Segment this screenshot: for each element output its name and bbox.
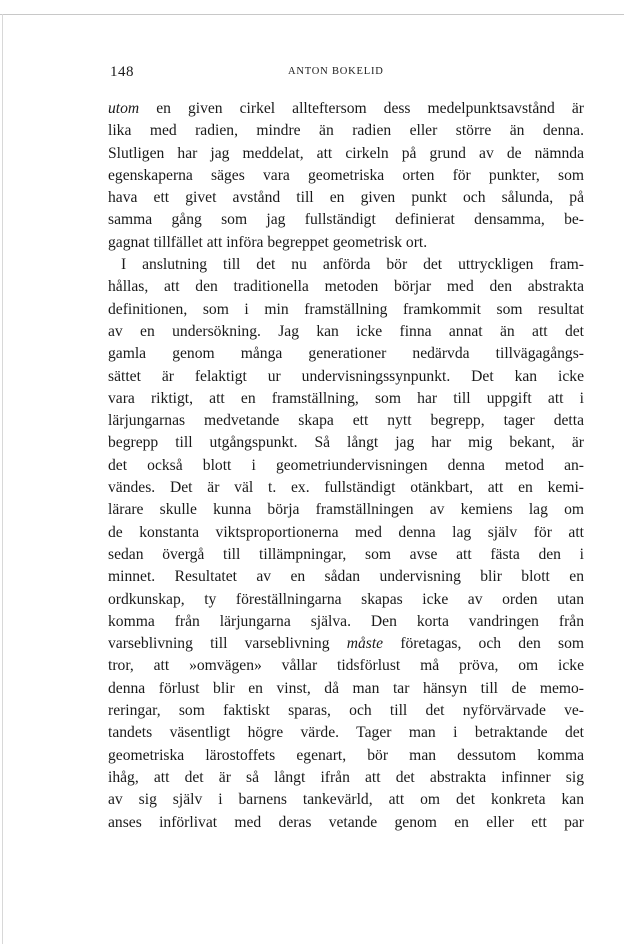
page-header bbox=[110, 64, 584, 84]
text-run: komma från lärjungarna själva. Den korta vandringen från bbox=[108, 612, 584, 630]
text-line bbox=[108, 745, 584, 767]
text-line bbox=[108, 410, 584, 432]
text-line bbox=[108, 232, 584, 254]
left-scan-edge bbox=[2, 14, 3, 944]
text-line bbox=[108, 722, 584, 744]
text-line bbox=[108, 120, 584, 142]
text-run: av en undersökning. Jag kan icke finna annat än att det bbox=[108, 322, 584, 340]
text-run: tandets väsentligt högre värde. Tager man i betraktande det bbox=[108, 724, 584, 742]
text-line bbox=[108, 209, 584, 231]
text-run: gamla genom många generationer nedärvda tillvägagångs- bbox=[108, 345, 584, 363]
text-line bbox=[108, 343, 584, 365]
text-run: vara riktigt, att en framställning, som har till uppgift att i bbox=[108, 389, 584, 407]
text-run: en given cirkel allteftersom dess medelpunktsavstånd är bbox=[139, 100, 584, 117]
running-head: ANTON BOKELID bbox=[288, 66, 384, 77]
text-line bbox=[108, 366, 584, 388]
text-run: Slutligen har jag meddelat, att cirkeln på grund av de nämnda bbox=[108, 144, 584, 162]
text-line bbox=[108, 589, 584, 611]
text-run: I anslutning till det nu anförda bör det uttryckligen fram- bbox=[121, 256, 584, 274]
text-line bbox=[108, 455, 584, 477]
text-line bbox=[108, 633, 584, 655]
text-line bbox=[108, 499, 584, 521]
text-run: tror, att »omvägen» vållar tidsförlust må pröva, om icke bbox=[108, 657, 584, 675]
text-run: ordkunskap, ty föreställningarna skapas icke av orden utan bbox=[108, 590, 584, 608]
text-run: sättet är felaktigt ur undervisningssynpunkt. Det kan icke bbox=[108, 367, 584, 385]
text-run: ihåg, att det är så långt ifrån att det abstrakta infinner sig bbox=[108, 768, 584, 786]
text-line bbox=[108, 98, 584, 120]
top-scan-edge bbox=[0, 14, 624, 15]
text-run: anses införlivat med deras vetande genom en eller ett par bbox=[108, 813, 584, 831]
text-line bbox=[108, 767, 584, 789]
text-line bbox=[108, 187, 584, 209]
page-body bbox=[108, 98, 584, 834]
text-run: samma gång som jag fullständigt definierat densamma, be- bbox=[108, 211, 584, 229]
italic-word: utom bbox=[108, 100, 140, 117]
text-line bbox=[108, 655, 584, 677]
text-line bbox=[108, 678, 584, 700]
text-run: vändes. Det är väl t. ex. fullständigt otänkbart, att en kemi- bbox=[108, 479, 584, 497]
text-line bbox=[108, 276, 584, 298]
text-run: begrepp till utgångspunkt. Så långt jag har mig bekant, är bbox=[108, 434, 584, 452]
text-line bbox=[108, 299, 584, 321]
text-line bbox=[108, 522, 584, 544]
text-run: lika med radien, mindre än radien eller större än denna. bbox=[108, 122, 584, 140]
text-line bbox=[108, 254, 584, 276]
text-line bbox=[108, 544, 584, 566]
text-line bbox=[108, 789, 584, 811]
text-run: hållas, att den traditionella metoden börjar med den abstrakta bbox=[108, 278, 584, 296]
text-line bbox=[108, 611, 584, 633]
text-run: lärare skulle kunna börja framställningen av kemiens lag om bbox=[108, 501, 584, 519]
text-run: de konstanta viktsproportionerna med denna lag själv för att bbox=[108, 523, 584, 541]
text-line bbox=[108, 432, 584, 454]
text-run: av sig själv i barnens tankevärld, att om det konkreta kan bbox=[108, 791, 584, 809]
text-run: det också blott i geometriundervisningen denna metod an- bbox=[108, 456, 584, 474]
text-run: lärjungarnas medvetande skapa ett nytt begrepp, tager detta bbox=[108, 412, 584, 430]
text-run: företagas, och den som bbox=[383, 635, 584, 653]
text-run: minnet. Resultatet av en sådan undervisning blir blott en bbox=[108, 568, 584, 586]
text-run: egenskaperna säges vara geometriska orten för punkter, som bbox=[108, 166, 584, 184]
text-run: denna förlust blir en vinst, då man tar hänsyn till de memo- bbox=[108, 679, 584, 697]
text-run: definitionen, som i min framställning framkommit som resultat bbox=[108, 300, 584, 318]
text-run: hava ett givet avstånd till en given punkt och sålunda, på bbox=[108, 189, 584, 207]
text-line bbox=[108, 477, 584, 499]
text-line bbox=[108, 388, 584, 410]
text-run: varseblivning till varseblivning bbox=[108, 635, 347, 653]
text-line bbox=[108, 566, 584, 588]
text-line bbox=[108, 165, 584, 187]
text-line bbox=[108, 700, 584, 722]
text-line bbox=[108, 321, 584, 343]
text-line bbox=[108, 143, 584, 165]
text-run: geometriska lärostoffets egenart, bör man dessutom komma bbox=[108, 746, 584, 764]
text-run: reringar, som faktiskt sparas, och till det nyförvärvade ve- bbox=[108, 702, 584, 720]
italic-word: måste bbox=[346, 635, 384, 653]
text-run: gagnat tillfället att införa begreppet geometrisk ort. bbox=[108, 233, 428, 251]
page-number: 148 bbox=[110, 64, 134, 80]
text-run: sedan övergå till tillämpningar, som avse att fästa den i bbox=[108, 545, 584, 563]
text-line bbox=[108, 812, 584, 834]
